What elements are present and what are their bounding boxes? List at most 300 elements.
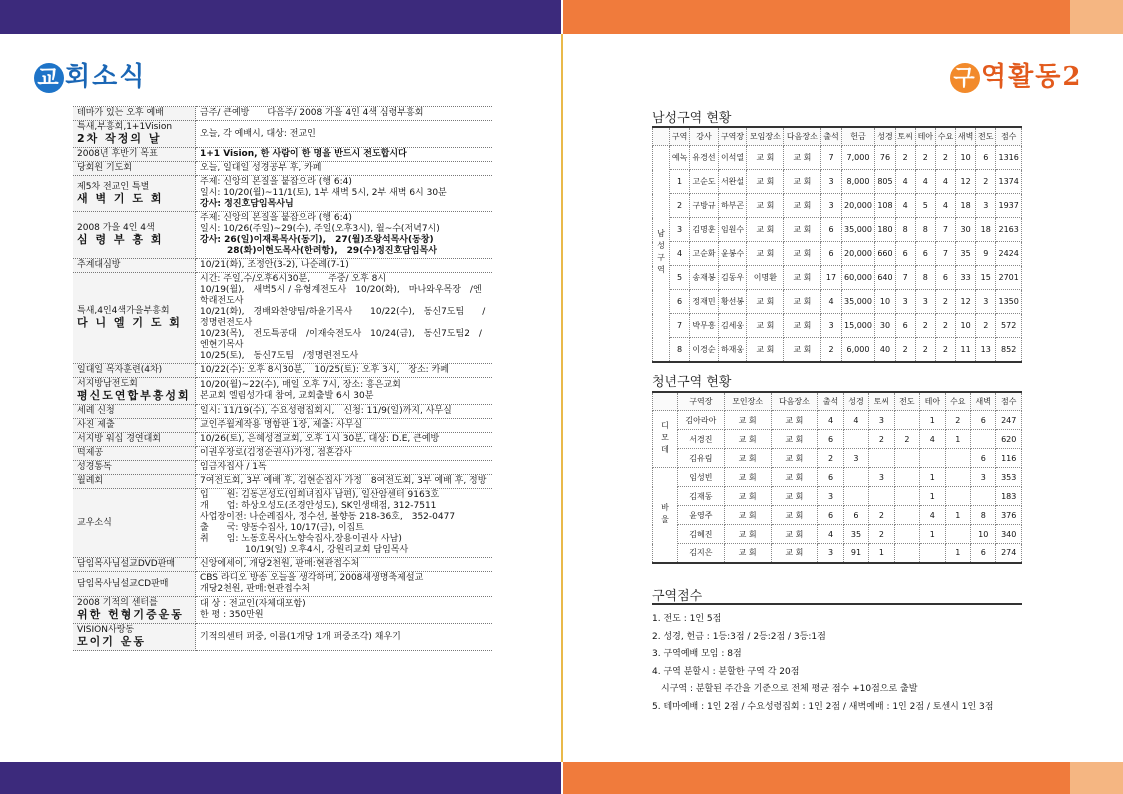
table-cell: 4 bbox=[935, 194, 955, 218]
table-cell: 교 회 bbox=[784, 338, 821, 362]
news-content bbox=[196, 176, 493, 212]
table-cell: 35,000 bbox=[841, 218, 875, 242]
news-row bbox=[73, 419, 492, 433]
page-divider bbox=[561, 34, 563, 762]
column-header: 토씨 bbox=[895, 127, 915, 146]
news-line: 입 원: 김동곤성도(임희녀집사 남편), 일산암센터 9163호 bbox=[200, 490, 440, 500]
table-cell: 1 bbox=[920, 411, 945, 430]
table-cell: 1 bbox=[945, 506, 970, 525]
column-header: 새벽 bbox=[971, 392, 996, 411]
table-cell: 김유림 bbox=[678, 449, 725, 468]
table-cell: 20,000 bbox=[841, 242, 875, 266]
table-cell: 30 bbox=[956, 218, 976, 242]
table-cell: 황선봉 bbox=[718, 290, 747, 314]
table-cell: 9 bbox=[976, 242, 996, 266]
table-cell: 10 bbox=[971, 525, 996, 544]
news-content bbox=[196, 378, 493, 405]
table-cell bbox=[945, 487, 970, 506]
table-cell bbox=[945, 449, 970, 468]
table-cell: 35 bbox=[843, 525, 868, 544]
news-label bbox=[73, 597, 196, 624]
news-line: 10/21(화), 조정안(3-2), 나순례(7-1) bbox=[200, 260, 349, 270]
table-cell: 6 bbox=[670, 290, 690, 314]
table-cell: 교 회 bbox=[747, 338, 784, 362]
news-label bbox=[73, 259, 196, 273]
column-header: 점수 bbox=[996, 392, 1022, 411]
table-cell: 35 bbox=[956, 242, 976, 266]
news-line: 일시: 11/19(수), 수요성령집회시, 신청: 11/9(일)까지, 사무실 bbox=[200, 406, 452, 416]
news-line: 사업장이전: 나순례집사, 정수선, 볼향동 218-36호, 352-0477 bbox=[200, 512, 456, 522]
table-cell: 이명환 bbox=[747, 266, 784, 290]
table-cell: 2163 bbox=[996, 218, 1022, 242]
news-line: 오늘, 일대일 성경공부 후, 카페 bbox=[200, 163, 322, 173]
news-label-line: 2008 가을 4인 4색 bbox=[77, 223, 155, 233]
news-label bbox=[73, 121, 196, 148]
table-cell: 4 bbox=[670, 242, 690, 266]
table-cell: 6 bbox=[971, 449, 996, 468]
table-cell: 91 bbox=[843, 544, 868, 563]
table-cell: 18 bbox=[976, 218, 996, 242]
news-label-line: 2008 기적의 센터를 bbox=[77, 598, 158, 608]
table-cell bbox=[894, 487, 919, 506]
group-label: 디모데 bbox=[653, 411, 678, 468]
table-cell: 2 bbox=[869, 430, 894, 449]
news-label-line: 추계대심방 bbox=[77, 260, 121, 270]
news-line: 금주/ 큰예방 다음주/ 2008 가을 4인 4색 심령부흥회 bbox=[200, 108, 424, 118]
news-label-line: 성경통독 bbox=[77, 462, 112, 472]
table-cell: 20,000 bbox=[841, 194, 875, 218]
group-header bbox=[653, 392, 678, 411]
news-label bbox=[73, 405, 196, 419]
table-cell: 2 bbox=[976, 170, 996, 194]
news-row bbox=[73, 212, 492, 259]
table-cell bbox=[869, 487, 894, 506]
table-cell: 10 bbox=[956, 146, 976, 170]
news-label bbox=[73, 558, 196, 572]
table-cell: 김재동 bbox=[678, 487, 725, 506]
table-cell: 교 회 bbox=[724, 449, 771, 468]
news-line: CBS 라디오 방송 오늘을 생각하며, 2008새생명축제설교 bbox=[200, 573, 424, 583]
column-header: 테아 bbox=[915, 127, 935, 146]
table-cell: 6 bbox=[818, 468, 843, 487]
table-cell: 2 bbox=[935, 314, 955, 338]
table-cell: 김아라아 bbox=[678, 411, 725, 430]
table-cell: 30 bbox=[875, 314, 895, 338]
news-row bbox=[73, 378, 492, 405]
table-cell: 5 bbox=[670, 266, 690, 290]
table-cell: 1 bbox=[670, 170, 690, 194]
table-cell: 김명훈 bbox=[690, 218, 719, 242]
table-cell: 1374 bbox=[996, 170, 1022, 194]
table-cell: 11 bbox=[956, 338, 976, 362]
news-row bbox=[73, 121, 492, 148]
table-cell: 2 bbox=[869, 506, 894, 525]
news-line: 10/25(토), 동신7도팀 /정명련전도사 bbox=[200, 351, 359, 361]
table-cell: 교 회 bbox=[747, 314, 784, 338]
column-header: 모임장소 bbox=[747, 127, 784, 146]
table-cell: 3 bbox=[869, 468, 894, 487]
table-cell: 김세웅 bbox=[718, 314, 747, 338]
news-line: 신앙에세이, 개당2천원, 판매:현관접수처 bbox=[200, 559, 360, 569]
table-cell: 8 bbox=[915, 218, 935, 242]
column-header: 토씨 bbox=[869, 392, 894, 411]
news-row bbox=[73, 572, 492, 597]
news-line: 임금자집사 / 1독 bbox=[200, 462, 267, 472]
table-cell bbox=[894, 544, 919, 563]
column-header: 전도 bbox=[894, 392, 919, 411]
table-cell bbox=[843, 487, 868, 506]
score-item: 3. 구역예배 모임 : 8점 bbox=[652, 649, 742, 659]
table-cell: 임원수 bbox=[718, 218, 747, 242]
table-cell: 3 bbox=[971, 468, 996, 487]
table-cell: 33 bbox=[956, 266, 976, 290]
table-cell: 1350 bbox=[996, 290, 1022, 314]
table-cell: 교 회 bbox=[771, 449, 818, 468]
table-cell: 이석열 bbox=[718, 146, 747, 170]
table-cell: 1 bbox=[920, 487, 945, 506]
table-cell: 하부곤 bbox=[718, 194, 747, 218]
table-cell: 서완설 bbox=[718, 170, 747, 194]
score-item: 2. 성경, 헌금 : 1등:3점 / 2등:2점 / 3등:1점 bbox=[652, 631, 826, 642]
news-line: 일시: 10/20(월)~11/1(토), 1부 새벽 5시, 2부 새벽 6시 30분 bbox=[200, 188, 447, 198]
table-cell: 고순도 bbox=[690, 170, 719, 194]
table-cell bbox=[894, 411, 919, 430]
news-label-line: 월례회 bbox=[77, 476, 104, 486]
news-label-line: 서지방 워십 경연대회 bbox=[77, 434, 161, 444]
news-label-line: 제5차 전교인 특별 bbox=[77, 181, 150, 192]
table-cell: 6 bbox=[915, 242, 935, 266]
table-cell: 6 bbox=[971, 411, 996, 430]
table-cell: 10 bbox=[875, 290, 895, 314]
logo-text: 역활동2 bbox=[981, 62, 1083, 92]
score-rule bbox=[652, 603, 1022, 605]
table-cell: 윤영주 bbox=[678, 506, 725, 525]
table-cell: 3 bbox=[821, 194, 841, 218]
news-line: 28(화)이현도목사(한려항), 29(수)정진호담임목사 bbox=[200, 246, 437, 256]
table-cell: 교 회 bbox=[724, 411, 771, 430]
group-label: 남성구역 bbox=[653, 146, 670, 362]
table-row bbox=[653, 544, 1022, 563]
table-cell: 2 bbox=[915, 338, 935, 362]
table-cell: 2 bbox=[895, 338, 915, 362]
news-line: 기적의센터 퍼중, 이름(1개당 1개 퍼중조각) 채우기 bbox=[200, 631, 401, 642]
news-line: 일시: 10/26(주일)~29(수), 주일(오후3시), 월~수(저녁7시) bbox=[200, 224, 440, 234]
table-cell: 7 bbox=[895, 266, 915, 290]
news-label bbox=[73, 148, 196, 162]
table-cell: 6 bbox=[843, 506, 868, 525]
table-row bbox=[653, 314, 1022, 338]
table-cell bbox=[894, 468, 919, 487]
column-header: 테아 bbox=[920, 392, 945, 411]
table-cell bbox=[869, 449, 894, 468]
news-line: 강사: 정진호담임목사님 bbox=[200, 199, 294, 209]
table-cell: 3 bbox=[869, 411, 894, 430]
news-label-emph: 다 니 엘 기 도 회 bbox=[77, 316, 182, 329]
news-row bbox=[73, 162, 492, 176]
table-row bbox=[653, 506, 1022, 525]
news-line: 10/26(토), 은혜성결교회, 오후 1시 30분, 대상: D.E, 큰예방 bbox=[200, 434, 440, 444]
news-row bbox=[73, 433, 492, 447]
table-cell: 13 bbox=[976, 338, 996, 362]
news-label-emph: 평신도연합부흥성회 bbox=[77, 389, 191, 402]
news-label bbox=[73, 489, 196, 558]
table-row bbox=[653, 218, 1022, 242]
table-cell bbox=[945, 525, 970, 544]
news-line: 취 임: 노동호목사(노향숙집사,장용이권사 사남) bbox=[200, 534, 402, 544]
table-cell: 8,000 bbox=[841, 170, 875, 194]
table-cell: 교 회 bbox=[784, 218, 821, 242]
table-cell: 김동우 bbox=[718, 266, 747, 290]
table-cell: 임성빈 bbox=[678, 468, 725, 487]
table-cell: 6 bbox=[818, 506, 843, 525]
table-cell: 4 bbox=[895, 194, 915, 218]
news-line: 출 국: 양동수집사, 10/17(금), 이집트 bbox=[200, 523, 364, 533]
table-cell: 4 bbox=[895, 170, 915, 194]
table-cell: 교 회 bbox=[771, 487, 818, 506]
table-cell: 교 회 bbox=[771, 411, 818, 430]
table-cell: 6 bbox=[976, 146, 996, 170]
table-cell: 교 회 bbox=[784, 170, 821, 194]
table-cell: 이경순 bbox=[690, 338, 719, 362]
table-cell: 김지은 bbox=[678, 544, 725, 563]
news-line: 개 업: 하상오성도(조경안성도), SK인생태점, 312-7511 bbox=[200, 501, 437, 511]
table-cell: 5 bbox=[915, 194, 935, 218]
table-cell: 구방규 bbox=[690, 194, 719, 218]
news-line: 7여전도회, 3부 예배 후, 김현순집사 가정 8여전도회, 3부 예배 후, 정방 bbox=[200, 476, 487, 486]
table-cell: 17 bbox=[821, 266, 841, 290]
table-cell: 60,000 bbox=[841, 266, 875, 290]
table-cell: 7 bbox=[821, 146, 841, 170]
news-content bbox=[196, 461, 493, 475]
youth-district-table bbox=[652, 391, 1022, 564]
news-content bbox=[196, 148, 493, 162]
table-cell: 6 bbox=[935, 266, 955, 290]
district-score-list bbox=[652, 611, 1022, 716]
table-cell: 15 bbox=[976, 266, 996, 290]
table-cell: 2 bbox=[670, 194, 690, 218]
news-line: 10/21(화), 경배와찬양팀/하윤기목사 10/22(수), 동신7도팀 /정명련전도사 bbox=[200, 307, 486, 328]
table-cell: 852 bbox=[996, 338, 1022, 362]
news-content bbox=[196, 212, 493, 259]
table-cell: 3 bbox=[976, 290, 996, 314]
news-row bbox=[73, 597, 492, 624]
table-cell: 660 bbox=[875, 242, 895, 266]
table-cell: 4 bbox=[818, 411, 843, 430]
table-cell bbox=[920, 449, 945, 468]
table-cell: 2 bbox=[818, 449, 843, 468]
table-cell: 805 bbox=[875, 170, 895, 194]
news-label-emph: 새 벽 기 도 회 bbox=[77, 191, 164, 205]
news-line: 10/20(월)~22(수), 매일 오후 7시, 장소: 흥은교회 bbox=[200, 380, 401, 390]
table-cell: 교 회 bbox=[784, 290, 821, 314]
table-cell: 2424 bbox=[996, 242, 1022, 266]
table-cell: 2 bbox=[915, 314, 935, 338]
news-content bbox=[196, 475, 493, 489]
table-cell: 3 bbox=[821, 314, 841, 338]
news-row bbox=[73, 364, 492, 378]
table-cell: 교 회 bbox=[724, 468, 771, 487]
table-cell: 교 회 bbox=[747, 218, 784, 242]
news-label-emph: 심 령 부 흥 회 bbox=[77, 233, 164, 246]
table-cell: 2 bbox=[894, 430, 919, 449]
table-cell: 교 회 bbox=[724, 506, 771, 525]
table-cell: 3 bbox=[843, 449, 868, 468]
table-cell: 교 회 bbox=[784, 242, 821, 266]
table-cell: 김혜진 bbox=[678, 525, 725, 544]
district-activity-logo bbox=[950, 56, 1082, 93]
news-content bbox=[196, 624, 493, 651]
table-cell: 7 bbox=[670, 314, 690, 338]
table-cell: 윤봉수 bbox=[718, 242, 747, 266]
news-label bbox=[73, 433, 196, 447]
table-cell: 15,000 bbox=[841, 314, 875, 338]
table-cell: 교 회 bbox=[771, 468, 818, 487]
table-cell: 3 bbox=[818, 487, 843, 506]
table-cell: 18 bbox=[956, 194, 976, 218]
table-cell: 76 bbox=[875, 146, 895, 170]
table-cell: 6,000 bbox=[841, 338, 875, 362]
column-header: 다음장소 bbox=[771, 392, 818, 411]
news-label-line: 담임목사님설교DVD판매 bbox=[77, 559, 176, 569]
table-cell: 7 bbox=[935, 242, 955, 266]
table-cell bbox=[971, 487, 996, 506]
table-cell: 12 bbox=[956, 290, 976, 314]
news-label-line: 당회원 기도회 bbox=[77, 163, 133, 173]
table-cell bbox=[920, 544, 945, 563]
news-label bbox=[73, 624, 196, 651]
table-cell: 교 회 bbox=[747, 290, 784, 314]
logo-circle: 구 bbox=[950, 63, 980, 93]
table-cell: 교 회 bbox=[747, 242, 784, 266]
table-cell: 2 bbox=[976, 314, 996, 338]
table-cell: 송재봉 bbox=[690, 266, 719, 290]
table-row bbox=[653, 266, 1022, 290]
news-label bbox=[73, 447, 196, 461]
table-cell: 교 회 bbox=[771, 430, 818, 449]
table-cell: 고순화 bbox=[690, 242, 719, 266]
table-cell: 8 bbox=[915, 266, 935, 290]
news-label-line: 특새,4인4색가을부흥회 bbox=[77, 306, 170, 316]
table-cell: 교 회 bbox=[771, 506, 818, 525]
men-district-table bbox=[652, 126, 1022, 363]
table-cell: 3 bbox=[915, 290, 935, 314]
table-cell: 교 회 bbox=[724, 430, 771, 449]
column-header: 성경 bbox=[843, 392, 868, 411]
bottom-band-left bbox=[0, 762, 561, 794]
news-label-emph: 2차 작정의 날 bbox=[77, 132, 162, 145]
column-header: 다음장소 bbox=[784, 127, 821, 146]
news-label bbox=[73, 475, 196, 489]
logo-circle: 교 bbox=[34, 63, 64, 93]
table-cell: 8 bbox=[971, 506, 996, 525]
table-cell: 4 bbox=[843, 411, 868, 430]
news-label-line: 테마가 있는 오후 예배 bbox=[77, 108, 164, 118]
table-cell: 1937 bbox=[996, 194, 1022, 218]
news-label bbox=[73, 378, 196, 405]
news-label-line: 떡제공 bbox=[77, 448, 104, 458]
column-header: 성경 bbox=[875, 127, 895, 146]
column-header: 수요 bbox=[935, 127, 955, 146]
news-line: 교인주월계작용 명함판 1장, 제출: 사무실 bbox=[200, 420, 363, 430]
table-cell: 620 bbox=[996, 430, 1022, 449]
table-cell: 340 bbox=[996, 525, 1022, 544]
table-row bbox=[653, 468, 1022, 487]
table-row bbox=[653, 525, 1022, 544]
table-row bbox=[653, 290, 1022, 314]
table-cell: 교 회 bbox=[747, 170, 784, 194]
table-cell: 박무흥 bbox=[690, 314, 719, 338]
table-row bbox=[653, 487, 1022, 506]
table-cell: 180 bbox=[875, 218, 895, 242]
bottom-band-right bbox=[563, 762, 1070, 794]
news-content bbox=[196, 447, 493, 461]
table-cell bbox=[894, 525, 919, 544]
news-label bbox=[73, 364, 196, 378]
table-cell: 108 bbox=[875, 194, 895, 218]
youth-district-title: 청년구역 현황 bbox=[652, 375, 732, 390]
news-row bbox=[73, 176, 492, 212]
church-news-table bbox=[73, 106, 492, 651]
table-cell: 1316 bbox=[996, 146, 1022, 170]
news-content bbox=[196, 597, 493, 624]
score-item: 5. 테마예배 : 1인 2점 / 수요성령집회 : 1인 2점 / 새벽예배 : 1인 2점 / 토센시 1인 3점 bbox=[652, 701, 994, 712]
news-row bbox=[73, 475, 492, 489]
table-cell: 35,000 bbox=[841, 290, 875, 314]
table-cell: 교 회 bbox=[784, 194, 821, 218]
news-label-line: 담임목사님설교CD판매 bbox=[77, 578, 169, 589]
logo-text: 회소식 bbox=[65, 62, 147, 92]
news-line: 시간: 주일,수/오후6시30분, 주중/ 오후 8시 bbox=[200, 274, 387, 284]
table-cell: 6 bbox=[895, 242, 915, 266]
news-line: 본교회 엘림성가대 참여, 교회출발 6시 30분 bbox=[200, 391, 374, 401]
news-row bbox=[73, 489, 492, 558]
table-cell: 교 회 bbox=[724, 525, 771, 544]
table-cell: 353 bbox=[996, 468, 1022, 487]
table-cell: 교 회 bbox=[771, 544, 818, 563]
column-header: 모인장소 bbox=[724, 392, 771, 411]
news-row bbox=[73, 273, 492, 364]
table-cell: 서경진 bbox=[678, 430, 725, 449]
table-cell: 6 bbox=[971, 544, 996, 563]
top-band-right bbox=[563, 0, 1070, 34]
column-header: 새벽 bbox=[956, 127, 976, 146]
table-cell: 2 bbox=[935, 146, 955, 170]
district-score-title: 구역점수 bbox=[652, 589, 703, 604]
news-line: 주제: 신앙의 본질을 붙잡으라 (행 6:4) bbox=[200, 213, 352, 223]
news-row bbox=[73, 624, 492, 651]
news-content bbox=[196, 489, 493, 558]
news-line: 10/19(월), 새벽5시 / 유형계전도사 10/20(화), 마나와우목장 /엔학래전도사 bbox=[200, 285, 482, 306]
table-cell: 6 bbox=[821, 242, 841, 266]
table-cell: 교 회 bbox=[747, 194, 784, 218]
news-content bbox=[196, 433, 493, 447]
news-line: 10/22(수): 오후 8시30분, 10/25(토): 오후 3시, 장소: 카페 bbox=[200, 365, 449, 375]
news-row bbox=[73, 405, 492, 419]
news-content bbox=[196, 259, 493, 273]
table-cell: 2701 bbox=[996, 266, 1022, 290]
table-cell: 2 bbox=[821, 338, 841, 362]
table-cell bbox=[894, 506, 919, 525]
table-cell: 12 bbox=[956, 170, 976, 194]
news-content bbox=[196, 419, 493, 433]
top-band-left bbox=[0, 0, 561, 34]
news-label bbox=[73, 419, 196, 433]
news-line: 10/19(일) 오후4시, 강원리교회 담임목사 bbox=[200, 545, 409, 555]
table-cell: 6 bbox=[818, 430, 843, 449]
table-cell: 1 bbox=[945, 544, 970, 563]
news-line: 한 평 : 350만원 bbox=[200, 610, 264, 620]
table-cell: 247 bbox=[996, 411, 1022, 430]
